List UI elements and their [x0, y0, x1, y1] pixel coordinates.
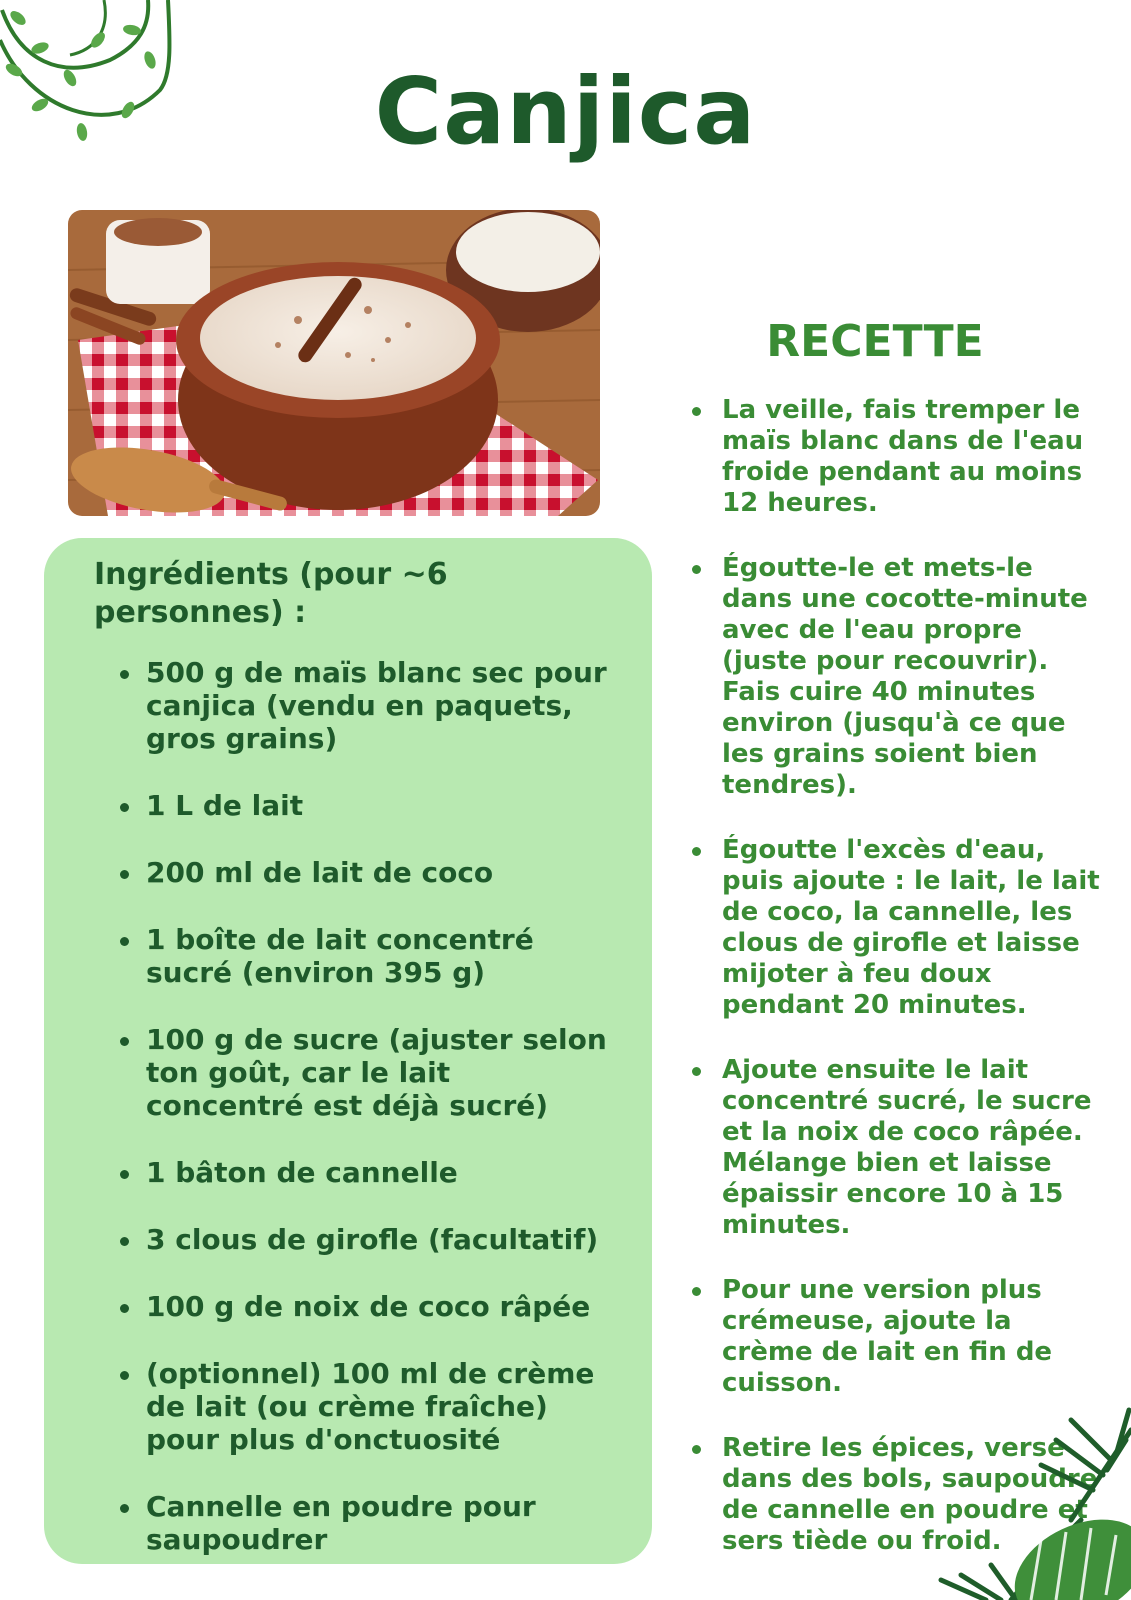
- ingredient-item: 100 g de sucre (ajuster selon ton goût, car le lait concentré est déjà sucré): [122, 1023, 612, 1122]
- recipe-steps-list: [690, 395, 1100, 1557]
- recipe-step: Ajoute ensuite le lait concentré sucré, le sucre et la noix de coco râpée. Mélange bien et laisse épaissir encore 10 à 15 minutes.: [690, 1055, 1100, 1241]
- recipe-heading: RECETTE: [766, 316, 984, 367]
- ingredients-panel: [44, 538, 652, 1564]
- recipe-step: La veille, fais tremper le maïs blanc dans de l'eau froide pendant au moins 12 heures.: [690, 395, 1100, 519]
- ingredient-item: 1 bâton de cannelle: [122, 1156, 612, 1189]
- recipe-step: Retire les épices, verse dans des bols, saupoudre de cannelle en poudre et sers tiède ou froid.: [690, 1433, 1100, 1557]
- ingredient-item: 3 clous de girofle (facultatif): [122, 1223, 612, 1256]
- recipe-step: Égoutte l'excès d'eau, puis ajoute : le lait, le lait de coco, la cannelle, les clous de girofle et laisse mijoter à feu doux pendant 20 minutes.: [690, 835, 1100, 1021]
- ingredient-item: (optionnel) 100 ml de crème de lait (ou crème fraîche) pour plus d'onctuosité: [122, 1357, 612, 1456]
- ingredients-list: [94, 656, 612, 1556]
- recipe-step: Pour une version plus crémeuse, ajoute la crème de lait en fin de cuisson.: [690, 1275, 1100, 1399]
- palm-leaf-decoration: [871, 1400, 1131, 1600]
- ingredient-item: 100 g de noix de coco râpée: [122, 1290, 612, 1323]
- ingredient-item: Cannelle en poudre pour saupoudrer: [122, 1490, 612, 1556]
- ingredients-heading: Ingrédients (pour ~6 personnes) :: [94, 557, 448, 630]
- recipe-step: Égoutte-le et mets-le dans une cocotte-minute avec de l'eau propre (juste pour recouvrir). Fais cuire 40 minutes environ (jusqu'à ce que les grains soient bien tendres).: [690, 553, 1100, 801]
- ingredient-item: 1 L de lait: [122, 789, 612, 822]
- ingredient-item: 200 ml de lait de coco: [122, 856, 612, 889]
- page-title: Canjica: [374, 58, 757, 165]
- ingredient-item: 500 g de maïs blanc sec pour canjica (vendu en paquets, gros grains): [122, 656, 612, 755]
- ingredient-item: 1 boîte de lait concentré sucré (environ 395 g): [122, 923, 612, 989]
- canjica-photo: [68, 210, 600, 516]
